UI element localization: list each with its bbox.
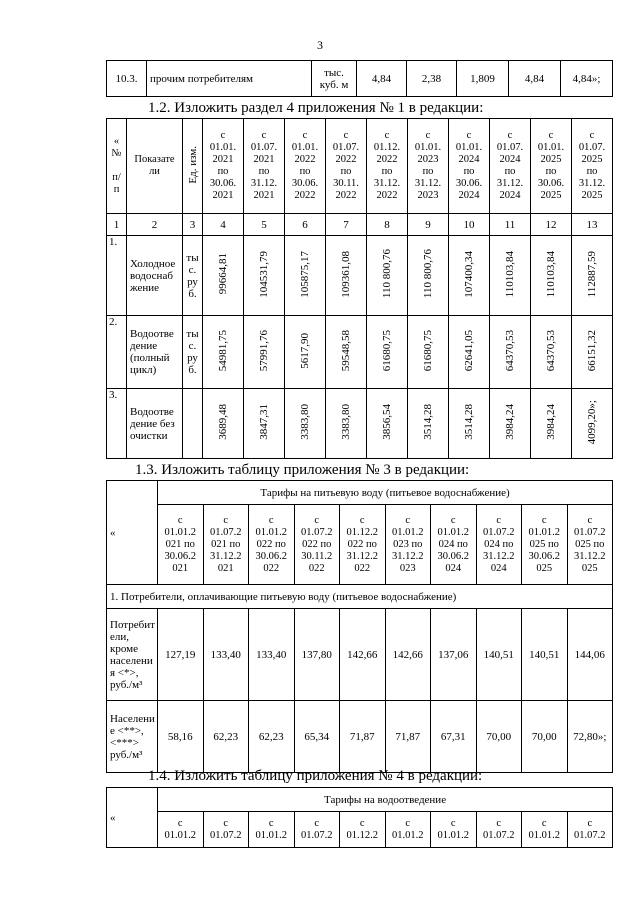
column-number: 12: [531, 214, 572, 236]
row-value-cell: [203, 316, 244, 389]
row-value: 3514,28: [463, 404, 475, 440]
header-period: с 01.07. 2024 по 31.12. 2024: [490, 119, 531, 214]
column-number: 9: [408, 214, 449, 236]
header-period: с 01.01. 2025 по 30.06. 2025: [531, 119, 572, 214]
row-unit: тыс. куб. м: [312, 61, 357, 97]
row-value-cell: [367, 389, 408, 459]
heading-1-3: 1.3. Изложить таблицу приложения № 3 в редакции:: [135, 462, 470, 478]
header-indicator: Показате ли: [127, 119, 183, 214]
column-number: 1: [107, 214, 127, 236]
row-value-cell: [408, 316, 449, 389]
row-value: 144,06: [567, 609, 613, 701]
row-value-cell: [244, 316, 285, 389]
row-value: 3847,31: [258, 404, 270, 440]
row-value-cell: [490, 389, 531, 459]
row-value-cell: [408, 236, 449, 316]
header-period: с 01.07.2 021 по 31.12.2 021: [203, 505, 249, 585]
row-value: 105875,17: [299, 250, 311, 298]
header-period: с 01.07.2: [294, 812, 340, 848]
header-period: с 01.01. 2022 по 30.06. 2022: [285, 119, 326, 214]
row-value: 133,40: [249, 609, 295, 701]
row-value-cell: [285, 316, 326, 389]
row-name: Водоотве дение (полный цикл): [127, 316, 183, 389]
continuation-row-table: [106, 60, 613, 97]
row-value: 3984,24: [545, 404, 557, 440]
row-value: 61680,75: [381, 329, 393, 372]
row-value: 110103,84: [504, 250, 516, 298]
row-value: 4,84: [357, 61, 407, 97]
opening-quote: «: [107, 788, 158, 848]
header-period: с 01.01. 2024 по 30.06. 2024: [449, 119, 490, 214]
header-period: с 01.01.2 023 по 31.12.2 023: [385, 505, 431, 585]
header-unit-label: Ед. изм.: [186, 145, 199, 184]
row-value: 107400,34: [463, 250, 475, 298]
row-value-cell: [367, 236, 408, 316]
row-number: 10.3.: [107, 61, 147, 97]
row-value: 109361,08: [340, 250, 352, 298]
row-value: 64370,53: [545, 329, 557, 372]
column-number: 7: [326, 214, 367, 236]
column-number: 2: [127, 214, 183, 236]
row-value: 70,00: [476, 701, 522, 773]
row-value: 70,00: [522, 701, 568, 773]
table-title: Тарифы на питьевую воду (питьевое водоснабжение): [158, 481, 613, 505]
header-period: с 01.01. 2023 по 31.12. 2023: [408, 119, 449, 214]
drinking-water-tariffs-table: [106, 480, 613, 773]
row-value: 65,34: [294, 701, 340, 773]
row-value-cell: [367, 316, 408, 389]
row-value-cell: [244, 236, 285, 316]
header-period: с 01.07. 2025 по 31.12. 2025: [572, 119, 613, 214]
row-value-cell: [285, 389, 326, 459]
row-value: 62,23: [249, 701, 295, 773]
column-number: 4: [203, 214, 244, 236]
row-value-cell: [326, 316, 367, 389]
row-value: 62,23: [203, 701, 249, 773]
column-number: 13: [572, 214, 613, 236]
header-period: с 01.01.2: [249, 812, 295, 848]
row-value-cell: [203, 236, 244, 316]
row-unit: ты с. ру б.: [183, 236, 203, 316]
row-value: 54981,75: [217, 329, 229, 372]
row-value: 3856,54: [381, 404, 393, 440]
opening-quote: «: [107, 481, 158, 585]
row-value: 3383,80: [299, 404, 311, 440]
row-value-cell: [203, 389, 244, 459]
row-value: 3514,28: [422, 404, 434, 440]
header-period: с 01.01.2: [385, 812, 431, 848]
section-4-table: [106, 118, 613, 459]
header-number: « № п/ п: [107, 119, 127, 214]
row-name: Водоотве дение без очистки: [127, 389, 183, 459]
row-value: 142,66: [385, 609, 431, 701]
row-value-cell: [285, 236, 326, 316]
row-value: 72,80»;: [567, 701, 613, 773]
row-value: 133,40: [203, 609, 249, 701]
row-value-cell: [408, 389, 449, 459]
header-period: с 01.01.2 021 по 30.06.2 021: [158, 505, 204, 585]
row-value-cell: [326, 389, 367, 459]
row-value: 127,19: [158, 609, 204, 701]
row-value: 71,87: [385, 701, 431, 773]
row-value: 110 800,76: [422, 249, 434, 299]
row-number: 2.: [107, 316, 127, 389]
row-value: 99664,81: [217, 253, 229, 295]
row-value-cell: [490, 236, 531, 316]
row-value-cell: [572, 316, 613, 389]
column-number: 3: [183, 214, 203, 236]
row-name: прочим потребителям: [147, 61, 312, 97]
section-label: 1. Потребители, оплачивающие питьевую воду (питьевое водоснабжение): [107, 585, 613, 609]
row-value: 4,84: [509, 61, 561, 97]
row-value-cell: [326, 236, 367, 316]
row-value: 140,51: [476, 609, 522, 701]
row-value: 5617,90: [299, 332, 311, 369]
row-value: 59548,58: [340, 329, 352, 372]
header-unit: [183, 119, 203, 214]
row-value: 61680,75: [422, 329, 434, 372]
header-period: с 01.01.2 025 по 30.06.2 025: [522, 505, 568, 585]
column-number: 10: [449, 214, 490, 236]
header-period: с 01.12. 2022 по 31.12. 2022: [367, 119, 408, 214]
column-number: 6: [285, 214, 326, 236]
header-period: с 01.01.2 024 по 30.06.2 024: [431, 505, 477, 585]
row-value-cell: [531, 389, 572, 459]
row-name: Потребит ели, кроме населени я <*>, руб./м³: [107, 609, 158, 701]
row-value: 58,16: [158, 701, 204, 773]
row-value: 1,809: [457, 61, 509, 97]
header-period: с 01.01.2: [431, 812, 477, 848]
header-period: с 01.07. 2022 по 30.11. 2022: [326, 119, 367, 214]
header-period: с 01.07.2: [567, 812, 613, 848]
header-period: с 01.01.2: [522, 812, 568, 848]
heading-1-4: 1.4. Изложить таблицу приложения № 4 в редакции:: [148, 768, 483, 784]
header-period: с 01.07.2: [203, 812, 249, 848]
row-value-cell: [449, 236, 490, 316]
row-value-cell: [449, 316, 490, 389]
row-value: 137,06: [431, 609, 477, 701]
row-unit: [183, 389, 203, 459]
row-unit: ты с. ру б.: [183, 316, 203, 389]
header-period: с 01.07.2 025 по 31.12.2 025: [567, 505, 613, 585]
header-period: с 01.07.2 024 по 31.12.2 024: [476, 505, 522, 585]
column-number: 11: [490, 214, 531, 236]
header-period: с 01.07.2: [476, 812, 522, 848]
column-number: 8: [367, 214, 408, 236]
row-number: 1.: [107, 236, 127, 316]
row-value: 4,84»;: [561, 61, 613, 97]
row-value: 3383,80: [340, 404, 352, 440]
header-period: с 01.01.2 022 по 30.06.2 022: [249, 505, 295, 585]
row-number: 3.: [107, 389, 127, 459]
row-value: 110 800,76: [381, 249, 393, 299]
row-value: 3984,24: [504, 404, 516, 440]
column-number: 5: [244, 214, 285, 236]
header-period: с 01.01.2: [158, 812, 204, 848]
row-value: 66151,32: [586, 329, 598, 372]
wastewater-tariffs-table: [106, 787, 613, 848]
table-title: Тарифы на водоотведение: [158, 788, 613, 812]
row-value: 3689,48: [217, 404, 229, 440]
row-value: 4099,20»;: [586, 399, 598, 445]
row-value: 112887,59: [586, 250, 598, 298]
row-name: Холодное водоснаб жение: [127, 236, 183, 316]
row-value: 142,66: [340, 609, 386, 701]
row-value-cell: [531, 316, 572, 389]
heading-1-2: 1.2. Изложить раздел 4 приложения № 1 в редакции:: [148, 100, 484, 116]
row-value: 64370,53: [504, 329, 516, 372]
row-value: 67,31: [431, 701, 477, 773]
row-value: 137,80: [294, 609, 340, 701]
row-value-cell: [244, 389, 285, 459]
header-period: с 01.07.2 022 по 30.11.2 022: [294, 505, 340, 585]
page-number: 3: [317, 38, 323, 52]
header-period: с 01.01. 2021 по 30.06. 2021: [203, 119, 244, 214]
row-value-cell: [572, 236, 613, 316]
row-value: 71,87: [340, 701, 386, 773]
row-value-cell: [490, 316, 531, 389]
row-value-cell: [449, 389, 490, 459]
row-value: 62641,05: [463, 329, 475, 372]
row-value: 110103,84: [545, 250, 557, 298]
row-value: 104531,79: [258, 250, 270, 298]
header-period: с 01.12.2: [340, 812, 386, 848]
row-value-cell: [531, 236, 572, 316]
row-value: 140,51: [522, 609, 568, 701]
header-period: с 01.12.2 022 по 31.12.2 022: [340, 505, 386, 585]
row-value: 57991,76: [258, 329, 270, 372]
row-value-cell: [572, 389, 613, 459]
row-name: Населени е <**>, <***> руб./м³: [107, 701, 158, 773]
row-value: 2,38: [407, 61, 457, 97]
header-period: с 01.07. 2021 по 31.12. 2021: [244, 119, 285, 214]
